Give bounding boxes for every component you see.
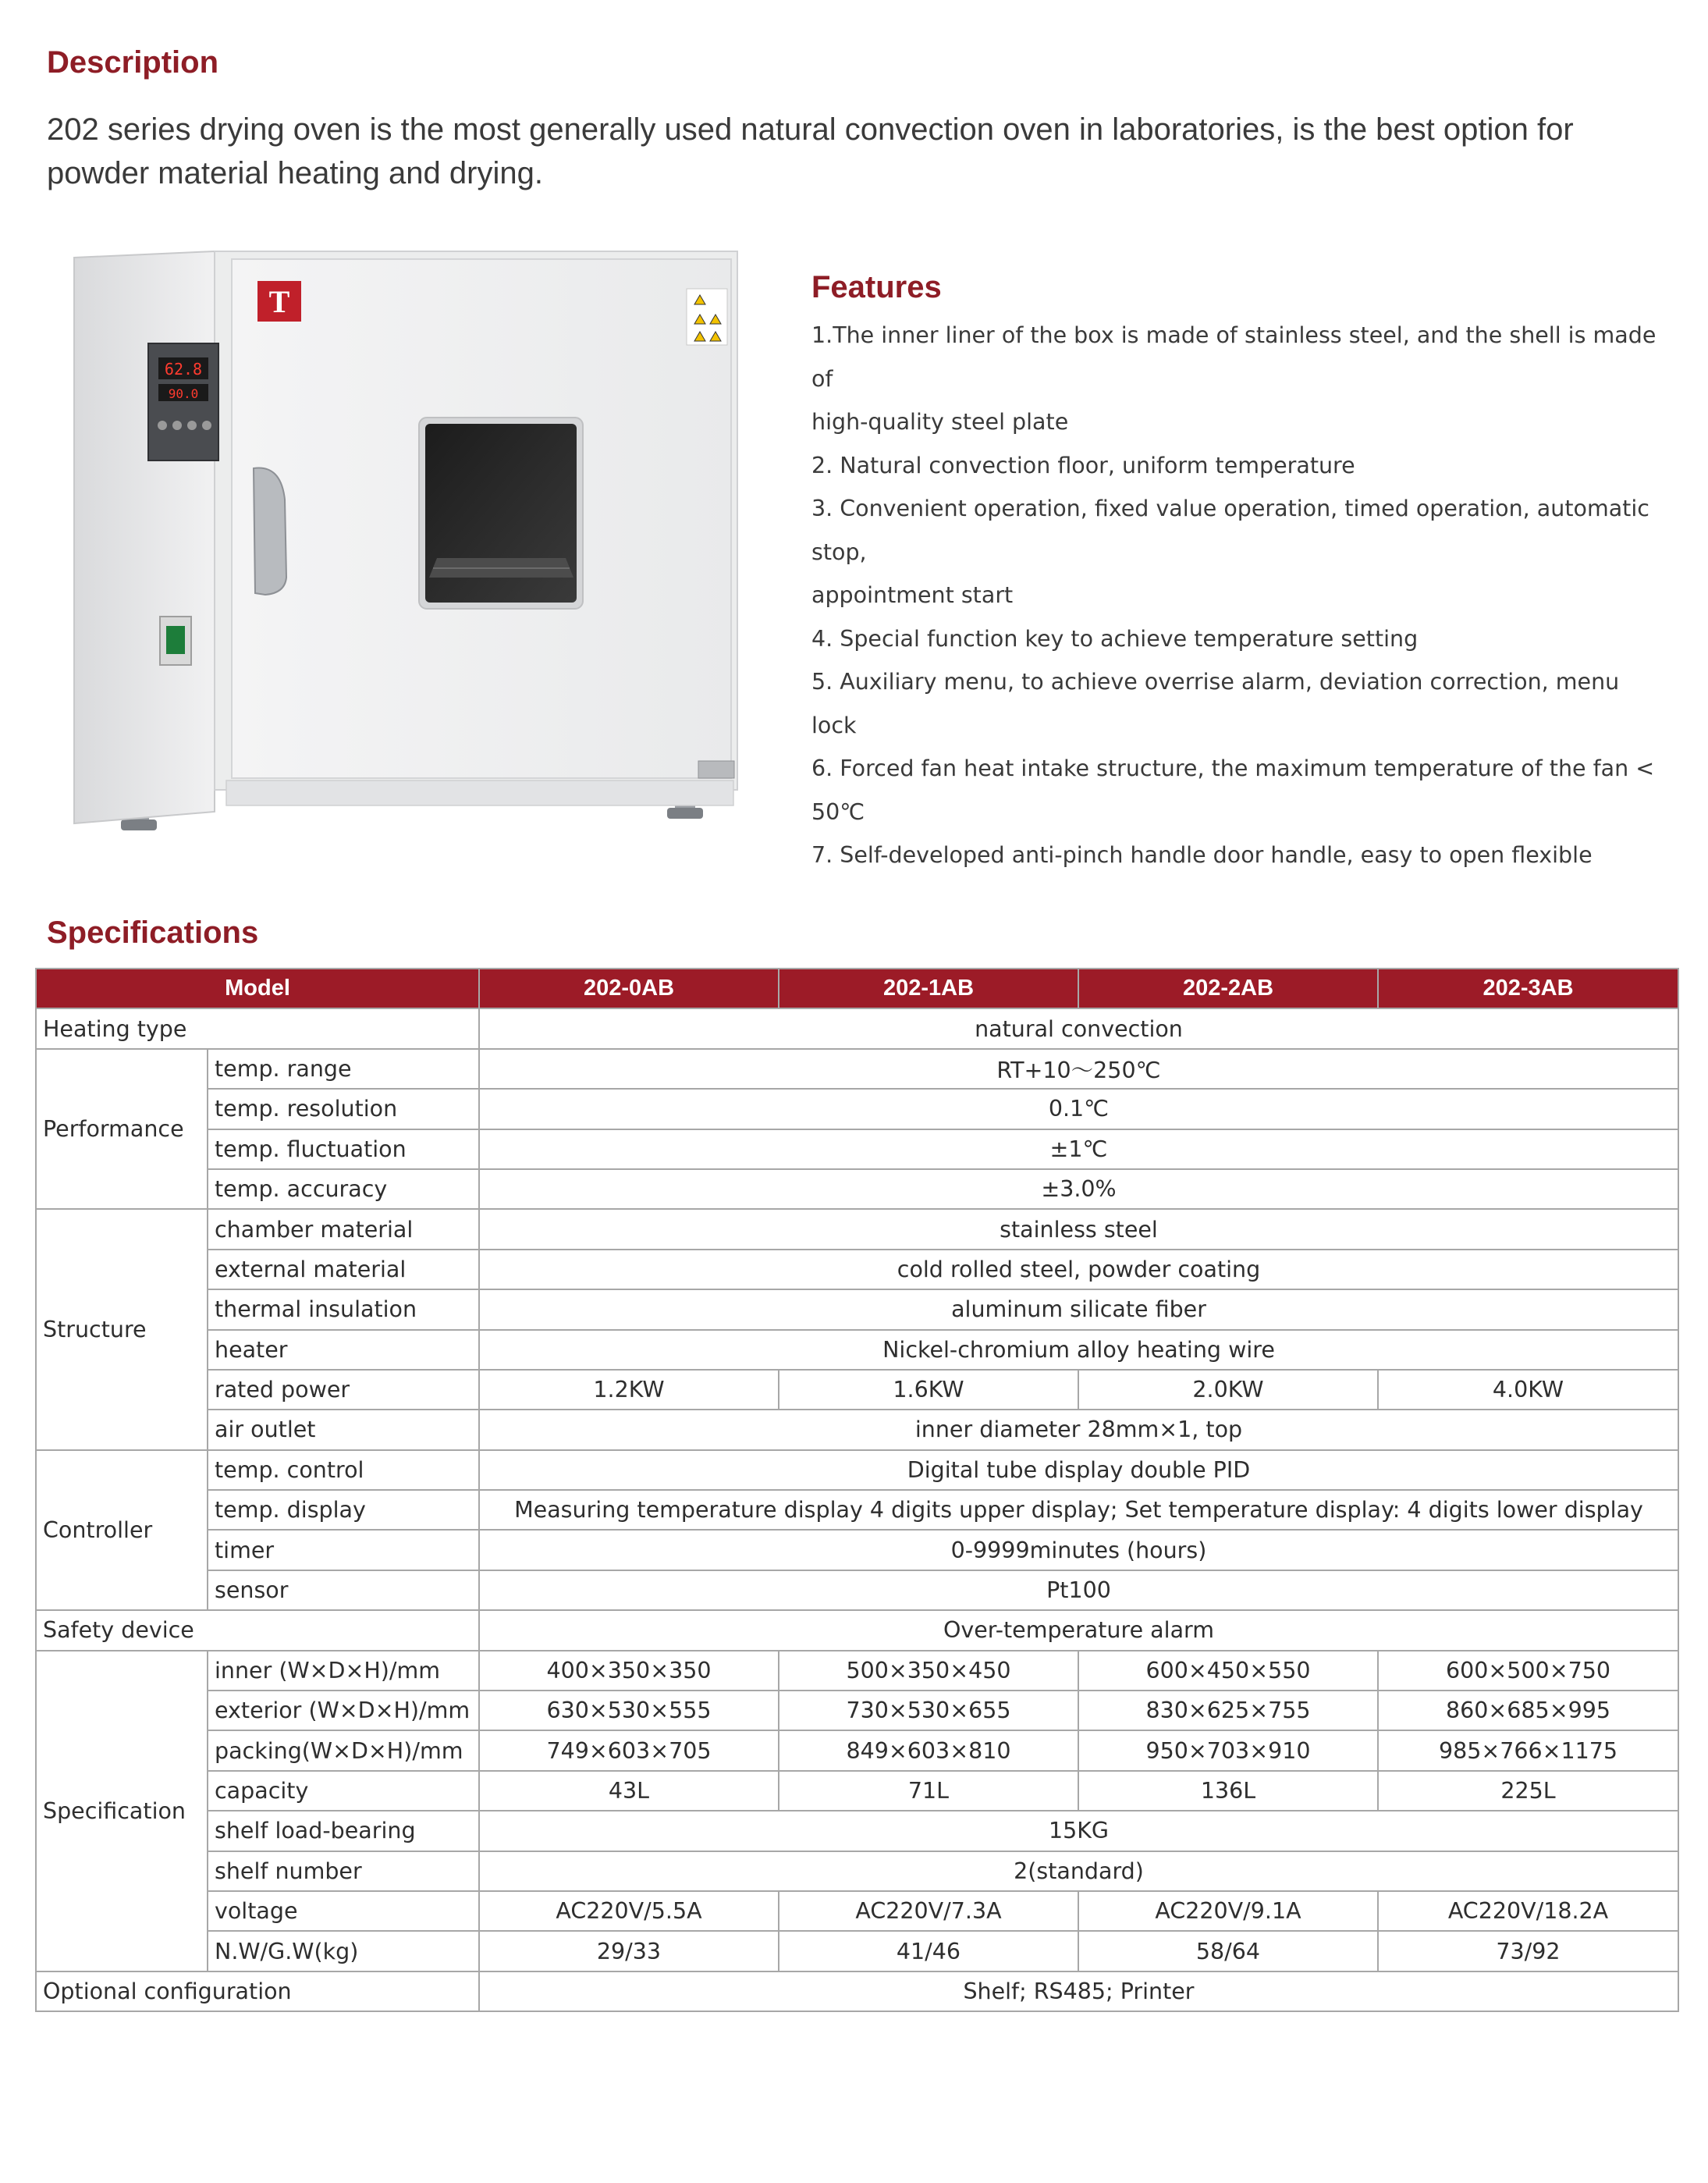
row-value: Digital tube display double PID xyxy=(479,1450,1678,1490)
cell-value: 2.0KW xyxy=(1078,1370,1378,1410)
table-row xyxy=(36,1049,1678,1089)
warning-label xyxy=(687,289,727,345)
table-row xyxy=(36,1971,1678,2011)
table-row xyxy=(36,1530,1678,1570)
cell-value: 950×703×910 xyxy=(1078,1730,1378,1770)
row-label: temp. range xyxy=(208,1049,479,1089)
row-label: rated power xyxy=(208,1370,479,1410)
row-value: Measuring temperature display 4 digits upper display; Set temperature display: 4 digits lower display xyxy=(479,1490,1678,1530)
cell-value: 849×603×810 xyxy=(779,1730,1078,1770)
cell-value: 600×500×750 xyxy=(1378,1651,1678,1691)
cell-value: 41/46 xyxy=(779,1931,1078,1971)
description-text: 202 series drying oven is the most generally used natural convection oven in laboratories, is the best option for powder material heating and drying. xyxy=(47,112,1574,190)
feature-item: 6. Forced fan heat intake structure, the maximum temperature of the fan < 50℃ xyxy=(811,756,1655,825)
specifications-table xyxy=(35,968,1679,2012)
row-label: shelf number xyxy=(208,1851,479,1891)
cell-value: 43L xyxy=(479,1771,779,1811)
table-row xyxy=(36,1730,1678,1770)
table-row xyxy=(36,1490,1678,1530)
display-top: 62.8 xyxy=(164,360,203,379)
table-row xyxy=(36,1129,1678,1169)
header-model-2ab: 202-2AB xyxy=(1078,969,1378,1008)
row-label: inner (W×D×H)/mm xyxy=(208,1651,479,1691)
feature-item: appointment start xyxy=(811,582,1014,608)
row-label: packing(W×D×H)/mm xyxy=(208,1730,479,1770)
table-row xyxy=(36,1169,1678,1209)
cell-value: 1.6KW xyxy=(779,1370,1078,1410)
row-label: chamber material xyxy=(208,1209,479,1249)
foot xyxy=(667,808,703,819)
row-label: capacity xyxy=(208,1771,479,1811)
features-list xyxy=(811,314,1670,877)
specifications-heading: Specifications xyxy=(47,916,259,950)
cell-value: 73/92 xyxy=(1378,1931,1678,1971)
header-model: Model xyxy=(36,969,479,1008)
table-row xyxy=(36,1209,1678,1249)
table-row xyxy=(36,1410,1678,1449)
feature-item: 5. Auxiliary menu, to achieve overrise alarm, deviation correction, menu lock xyxy=(811,669,1620,738)
cell-value: AC220V/5.5A xyxy=(479,1891,779,1931)
cell-value: 225L xyxy=(1378,1771,1678,1811)
row-value: inner diameter 28mm×1, top xyxy=(479,1410,1678,1449)
row-value: cold rolled steel, powder coating xyxy=(479,1250,1678,1289)
svg-text:T: T xyxy=(268,284,290,319)
row-value: stainless steel xyxy=(479,1209,1678,1249)
row-label: N.W/G.W(kg) xyxy=(208,1931,479,1971)
table-row xyxy=(36,1771,1678,1811)
cell-value: 985×766×1175 xyxy=(1378,1730,1678,1770)
row-label: temp. fluctuation xyxy=(208,1129,479,1169)
row-value: Shelf; RS485; Printer xyxy=(479,1971,1678,2011)
row-value: 0.1℃ xyxy=(479,1089,1678,1129)
cell-value: 630×530×555 xyxy=(479,1691,779,1730)
table-row xyxy=(36,1250,1678,1289)
header-model-3ab: 202-3AB xyxy=(1378,969,1678,1008)
door-handle xyxy=(254,468,286,596)
cell-value: AC220V/7.3A xyxy=(779,1891,1078,1931)
panel-button xyxy=(202,421,211,430)
features-heading: Features xyxy=(811,270,942,304)
row-label: external material xyxy=(208,1250,479,1289)
table-row xyxy=(36,1931,1678,1971)
table-row xyxy=(36,1651,1678,1691)
row-value: natural convection xyxy=(479,1008,1678,1048)
cell-value: AC220V/18.2A xyxy=(1378,1891,1678,1931)
feature-item: 2. Natural convection floor, uniform temperature xyxy=(811,452,1355,478)
display-bottom: 90.0 xyxy=(168,386,199,401)
panel-button xyxy=(187,421,197,430)
row-label: Optional configuration xyxy=(36,1971,479,2011)
row-label: air outlet xyxy=(208,1410,479,1449)
row-label: temp. accuracy xyxy=(208,1169,479,1209)
cell-value: 830×625×755 xyxy=(1078,1691,1378,1730)
group-label: Specification xyxy=(36,1651,208,1971)
panel-button xyxy=(158,421,167,430)
row-label: sensor xyxy=(208,1570,479,1610)
row-label: heater xyxy=(208,1330,479,1370)
row-value: Pt100 xyxy=(479,1570,1678,1610)
row-label: Heating type xyxy=(36,1008,479,1048)
cell-value: 1.2KW xyxy=(479,1370,779,1410)
foot xyxy=(121,820,157,830)
row-value: 2(standard) xyxy=(479,1851,1678,1891)
table-row xyxy=(36,1691,1678,1730)
cell-value: 400×350×350 xyxy=(479,1651,779,1691)
group-label: Controller xyxy=(36,1450,208,1611)
cell-value: 4.0KW xyxy=(1378,1370,1678,1410)
cell-value: AC220V/9.1A xyxy=(1078,1891,1378,1931)
feature-item: high-quality steel plate xyxy=(811,409,1069,435)
row-label: exterior (W×D×H)/mm xyxy=(208,1691,479,1730)
row-value: 15KG xyxy=(479,1811,1678,1851)
row-label: temp. control xyxy=(208,1450,479,1490)
header-model-0ab: 202-0AB xyxy=(479,969,779,1008)
table-row xyxy=(36,1008,1678,1048)
row-value: ±3.0% xyxy=(479,1169,1678,1209)
table-row xyxy=(36,1851,1678,1891)
table-row xyxy=(36,1570,1678,1610)
cell-value: 500×350×450 xyxy=(779,1651,1078,1691)
row-label: Safety device xyxy=(36,1610,479,1650)
table-row xyxy=(36,1289,1678,1329)
cell-value: 71L xyxy=(779,1771,1078,1811)
cell-value: 749×603×705 xyxy=(479,1730,779,1770)
cell-value: 29/33 xyxy=(479,1931,779,1971)
cell-value: 860×685×995 xyxy=(1378,1691,1678,1730)
row-label: temp. resolution xyxy=(208,1089,479,1129)
row-label: temp. display xyxy=(208,1490,479,1530)
drying-oven-image xyxy=(59,250,776,859)
row-label: timer xyxy=(208,1530,479,1570)
row-label: shelf load-bearing xyxy=(208,1811,479,1851)
row-value: Over-temperature alarm xyxy=(479,1610,1678,1650)
feature-item: 4. Special function key to achieve temperature setting xyxy=(811,625,1419,652)
row-value: RT+10～250℃ xyxy=(479,1049,1678,1089)
row-value: ±1℃ xyxy=(479,1129,1678,1169)
feature-item: 1.The inner liner of the box is made of stainless steel, and the shell is made of xyxy=(811,322,1657,392)
header-model-1ab: 202-1AB xyxy=(779,969,1078,1008)
table-header-row xyxy=(36,969,1678,1008)
cell-value: 730×530×655 xyxy=(779,1691,1078,1730)
table-row xyxy=(36,1891,1678,1931)
cell-value: 600×450×550 xyxy=(1078,1651,1378,1691)
table-row xyxy=(36,1330,1678,1370)
feature-item: 3. Convenient operation, fixed value operation, timed operation, automatic stop, xyxy=(811,496,1649,565)
table-row xyxy=(36,1370,1678,1410)
table-row xyxy=(36,1610,1678,1650)
row-value: 0-9999minutes (hours) xyxy=(479,1530,1678,1570)
table-row xyxy=(36,1450,1678,1490)
cell-value: 58/64 xyxy=(1078,1931,1378,1971)
group-label: Performance xyxy=(36,1049,208,1210)
row-value: Nickel-chromium alloy heating wire xyxy=(479,1330,1678,1370)
row-label: thermal insulation xyxy=(208,1289,479,1329)
row-label: voltage xyxy=(208,1891,479,1931)
group-label: Structure xyxy=(36,1209,208,1449)
row-value: aluminum silicate fiber xyxy=(479,1289,1678,1329)
table-row xyxy=(36,1811,1678,1851)
panel-button xyxy=(172,421,182,430)
description-heading: Description xyxy=(47,45,219,80)
table-row xyxy=(36,1089,1678,1129)
feature-item: 7. Self-developed anti-pinch handle door handle, easy to open flexible xyxy=(811,842,1593,868)
cell-value: 136L xyxy=(1078,1771,1378,1811)
